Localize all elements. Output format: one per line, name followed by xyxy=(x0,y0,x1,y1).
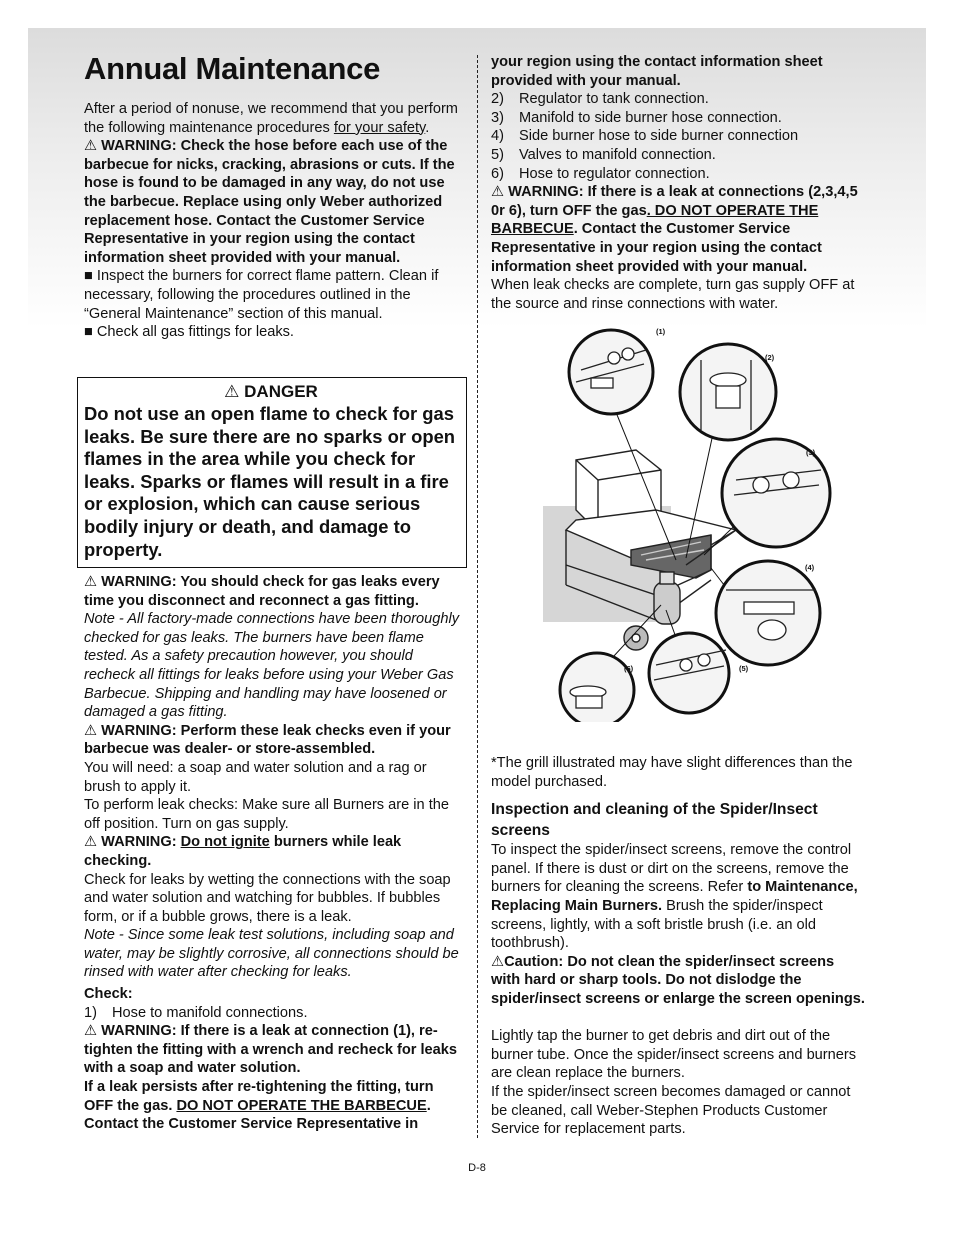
inspect-paragraph: To inspect the spider/insect screens, remove the control panel. If there is dust or dirt on the screens, remove the burners for cleaning the screens. Refer to Maintenance, Replacing Main Burners. Brush the spider/inspect screens, lightly, with a soft bristle brush (i.e. an old toothbrush). xyxy=(491,842,858,952)
left-column-lower xyxy=(84,573,466,1134)
list-item: 6) Hose to regulator connection. xyxy=(491,165,710,182)
danger-body: Do not use an open flame to check for gas leaks. Be sure there are no sparks or open flames in the area while you check for leaks. Sparks or flames will result in a fire or explosion, which can cause serious bodily injury or death, and damage to property. xyxy=(84,403,456,560)
page-title: Annual Maintenance xyxy=(84,51,381,86)
bullet-check-fittings: ■ Check all gas fittings for leaks. xyxy=(84,324,294,341)
check-for-leaks: Check for leaks by wetting the connections with the soap and water solution and watching for bubbles. If bubbles form, or if a bubble grows, there is a leak. xyxy=(84,871,451,925)
section-heading-spider-screens: Inspection and cleaning of the Spider/Insect screens xyxy=(491,801,818,840)
danger-box xyxy=(77,377,467,568)
illustration-note: *The grill illustrated may have slight differences than the model purchased. xyxy=(491,755,853,790)
danger-title: ⚠ DANGER xyxy=(224,382,318,401)
check-list xyxy=(491,90,866,183)
warning-triangle-icon: ⚠ xyxy=(84,1023,98,1040)
warning-disconnect: ⚠ WARNING: You should check for gas leaks every time you disconnect and reconnect a gas fitting. xyxy=(84,574,440,609)
callout-3: (3) xyxy=(806,448,816,457)
warning-triangle-icon: ⚠ xyxy=(224,382,240,401)
left-column xyxy=(84,50,464,342)
callout-4: (4) xyxy=(805,563,815,572)
square-bullet-icon: ■ xyxy=(84,324,93,341)
continued-text: your region using the contact information sheet provided with your manual. xyxy=(491,54,823,89)
warning-triangle-icon: ⚠ xyxy=(84,138,98,155)
right-column xyxy=(491,53,866,313)
detail-circle-1 xyxy=(569,330,653,414)
right-column-lower xyxy=(491,754,866,1139)
perform-leak-checks: To perform leak checks: Make sure all Burners are in the off position. Turn on gas supply. xyxy=(84,797,449,832)
grill-leak-check-illustration xyxy=(536,320,866,722)
list-item: 2) Regulator to tank connection. xyxy=(491,91,709,108)
caution-tools: ⚠Caution: Do not clean the spider/insect screens with hard or sharp tools. Do not dislodge the spider/insect screens or enlarge the screen openings. xyxy=(491,953,865,1007)
you-will-need: You will need: a soap and water solution and a rag or brush to apply it. xyxy=(84,759,427,795)
square-bullet-icon: ■ xyxy=(84,268,93,285)
list-item: 3) Manifold to side burner hose connection. xyxy=(491,109,782,126)
leak-persists: If a leak persists after re-tightening the fitting, turn OFF the gas. DO NOT OPERATE THE BARBECUE. Contact the Customer Service Representative in xyxy=(84,1079,434,1133)
tap-burner-text: Lightly tap the burner to get debris and dirt out of the burner tube. Once the spider/insect screens and burners are clean replace the burners. xyxy=(491,1028,857,1082)
page-number: D-8 xyxy=(468,1162,486,1174)
bullet-inspect-burners: ■ Inspect the burners for correct flame pattern. Clean if necessary, following the procedures outlined in the “General Maintenance” section of this manual. xyxy=(84,268,439,322)
safety-link-text: for your safety xyxy=(333,119,426,136)
note-corrosive: Note - Since some leak test solutions, including soap and water, may be slightly corrosive, all connections should be rinsed with water after checking for leaks. xyxy=(84,927,459,981)
note-factory-connections: Note - All factory-made connections have been thoroughly checked for gas leaks. The burners have been flame tested. As a safety precaution however, you should recheck all fittings for leaks before using your Weber Gas Barbecue. Shipping and handling may have loosened or damaged a gas fitting. xyxy=(84,611,460,721)
warning-connection-1: ⚠ WARNING: If there is a leak at connection (1), re-tighten the fitting with a wrench and recheck for leaks with a soap and water solution. xyxy=(84,1023,458,1077)
list-item: 4) Side burner hose to side burner connection xyxy=(491,128,799,145)
warning-connections-2-6: ⚠ WARNING: If there is a leak at connections (2,3,4,5 0r 6), turn OFF the gas. DO NOT OPERATE THE BARBECUE. Contact the Customer Service Representative in your region using the contact information sheet provided with your manual. xyxy=(491,184,858,275)
warning-dealer-assembled: ⚠ WARNING: Perform these leak checks even if your barbecue was dealer- or store-assembled. xyxy=(84,722,451,758)
callout-1: (1) xyxy=(656,327,666,336)
list-item: 5) Valves to manifold connection. xyxy=(491,146,716,163)
check-label: Check: xyxy=(84,986,133,1003)
warning-do-not-ignite: ⚠ WARNING: Do not ignite burners while leak checking. xyxy=(84,834,402,869)
column-divider xyxy=(477,55,478,1138)
intro-paragraph: After a period of nonuse, we recommend that you perform the following maintenance procedures for your safety. xyxy=(84,101,458,136)
spacer xyxy=(491,1009,866,1028)
warning-hose: ⚠ WARNING: Check the hose before each use of the barbecue for nicks, cracking, abrasions or cuts. If the hose is found to be damaged in any way, do not use the barbecue. Replace using only Weber authorized replacement hose. Contact the Customer Service Representative in your region using the contact information sheet provided with your manual. xyxy=(84,138,455,266)
callout-2: (2) xyxy=(765,353,775,362)
warning-triangle-icon: ⚠ xyxy=(491,184,505,201)
callout-5: (5) xyxy=(739,664,749,673)
warning-triangle-icon: ⚠ xyxy=(491,953,505,970)
warning-triangle-icon: ⚠ xyxy=(84,722,98,739)
callout-6: (6) xyxy=(624,664,634,673)
list-item: 1) Hose to manifold connections. xyxy=(84,1004,308,1021)
leak-checks-complete: When leak checks are complete, turn gas supply OFF at the source and rinse connections with water. xyxy=(491,277,855,312)
warning-triangle-icon: ⚠ xyxy=(84,574,98,590)
damaged-screen-text: If the spider/insect screen becomes damaged or cannot be cleaned, call Weber-Stephen Products Customer Service for replacement parts. xyxy=(491,1083,851,1138)
warning-triangle-icon: ⚠ xyxy=(84,834,98,851)
